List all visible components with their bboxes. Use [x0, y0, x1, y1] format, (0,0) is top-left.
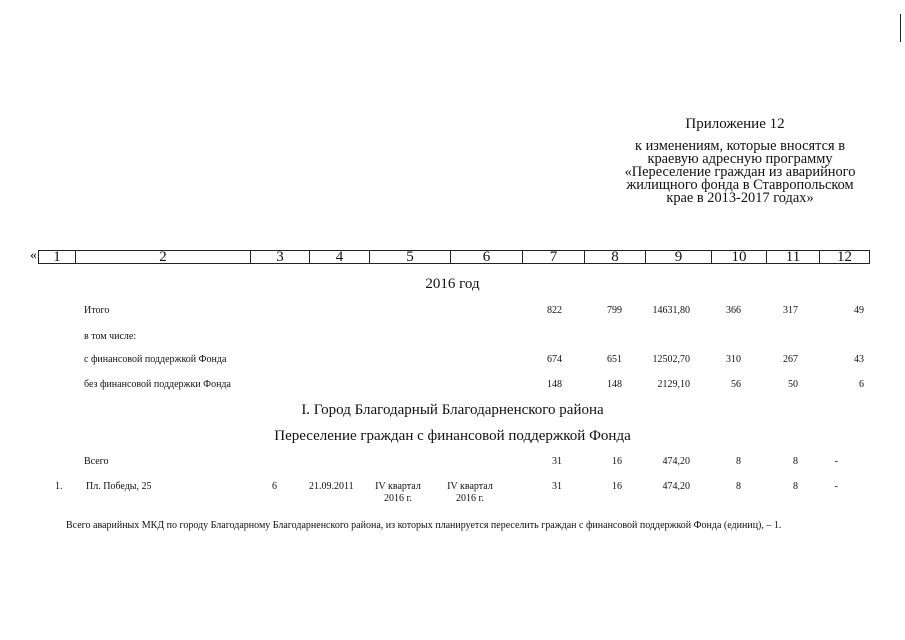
cell-col6-line1: IV квартал	[447, 481, 493, 492]
annotation-line-1: к изменениям, которые вносятся в	[634, 138, 845, 154]
column-number-4: 4	[310, 251, 370, 263]
cell-col6-line2: 2016 г.	[456, 493, 484, 504]
column-number-9: 9	[646, 251, 712, 263]
column-number-1: 1	[39, 251, 76, 263]
cell-col11: 8	[793, 456, 798, 467]
column-number-12: 12	[837, 249, 852, 265]
cell-col7: 674	[547, 354, 562, 365]
annotation-line-5: крае в 2013-2017 годах»	[666, 190, 814, 206]
cell-col11: 50	[788, 379, 798, 390]
cell-col7: 822	[547, 305, 562, 316]
column-number-8: 8	[585, 251, 646, 263]
cell-col3: 6	[272, 481, 277, 492]
column-number-6: 6	[451, 251, 523, 263]
column-number-3: 3	[251, 251, 310, 263]
cell-col9: 2129,10	[657, 379, 690, 390]
year-heading: 2016 год	[425, 276, 480, 292]
cell-col8: 651	[607, 354, 622, 365]
cell-col9: 474,20	[662, 481, 690, 492]
cell-col8: 799	[607, 305, 622, 316]
cell-col10: 310	[726, 354, 741, 365]
cell-col12: 6	[859, 379, 864, 390]
column-number-5: 5	[370, 251, 451, 263]
cell-col10: 8	[736, 481, 741, 492]
cell-col12: -	[834, 481, 838, 492]
cell-col11: 267	[783, 354, 798, 365]
cell-date: 21.09.2011	[309, 481, 354, 492]
row-label: Итого	[84, 305, 110, 316]
subsection-title: Переселение граждан с финансовой поддержкой Фонда	[274, 428, 631, 444]
row-label: Всего	[84, 456, 109, 467]
cell-col8: 16	[612, 456, 622, 467]
column-number-2: 2	[76, 251, 251, 263]
item-address: Пл. Победы, 25	[86, 481, 152, 492]
row-label: с финансовой поддержкой Фонда	[84, 354, 227, 365]
annotation-line-3: «Переселение граждан из аварийного	[624, 164, 856, 180]
annotation-line-2: краевую адресную программу	[647, 151, 833, 167]
cell-col12: 49	[854, 305, 864, 316]
footer-note: Всего аварийных МКД по городу Благодарному Благодарненского района, из которых планируется переселить граждан с финансовой поддержкой Фонда (единиц), – 1.	[66, 520, 782, 531]
cell-col12: 43	[854, 354, 864, 365]
cell-col10: 366	[726, 305, 741, 316]
appendix-title: Приложение 12	[685, 116, 785, 132]
summary-row-including-label: в том числе:	[84, 331, 137, 342]
appendix-annotation	[600, 140, 880, 205]
cell-col9: 14631,80	[652, 305, 690, 316]
cell-col7: 148	[547, 379, 562, 390]
column-number-header	[38, 250, 870, 264]
row-label: без финансовой поддержки Фонда	[84, 379, 231, 390]
cell-col6	[440, 481, 500, 505]
column-number-11: 11	[767, 251, 820, 263]
cell-col9: 474,20	[662, 456, 690, 467]
column-number-7: 7	[523, 251, 585, 263]
cell-col11: 8	[793, 481, 798, 492]
annotation-line-4: жилищного фонда в Ставропольском	[626, 177, 854, 193]
item-number: 1.	[55, 481, 63, 492]
cell-col8: 148	[607, 379, 622, 390]
cell-col10: 56	[731, 379, 741, 390]
cell-col5-line2: 2016 г.	[384, 493, 412, 504]
cell-col5-line1: IV квартал	[375, 481, 421, 492]
section-title: I. Город Благодарный Благодарненского района	[301, 402, 604, 418]
cell-col7: 31	[552, 456, 562, 467]
cell-col5	[368, 481, 428, 505]
cell-col7: 31	[552, 481, 562, 492]
cell-col10: 8	[736, 456, 741, 467]
cell-col12: -	[834, 456, 838, 467]
opening-quote: «	[30, 248, 37, 263]
cell-col9: 12502,70	[652, 354, 690, 365]
cell-col11: 317	[783, 305, 798, 316]
cell-col8: 16	[612, 481, 622, 492]
column-number-10: 10	[712, 251, 767, 263]
page-edge-mark	[900, 14, 901, 42]
